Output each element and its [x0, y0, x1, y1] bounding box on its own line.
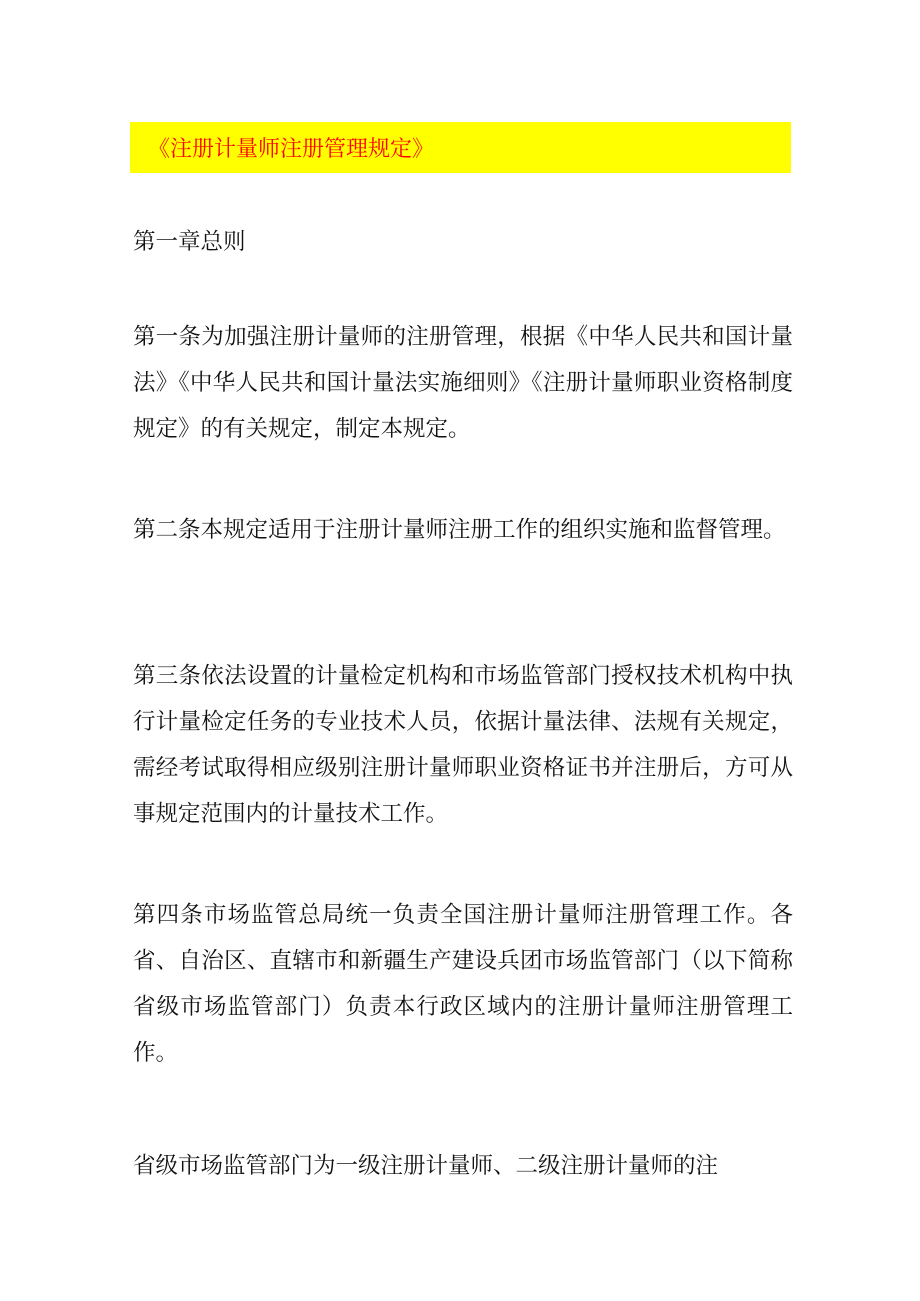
- paragraph-continued: 省级市场监管部门为一级注册计量师、二级注册计量师的注: [133, 1153, 719, 1179]
- chapter-heading: 第一章总则: [133, 229, 246, 255]
- document-title: 《注册计量师注册管理规定》: [148, 137, 435, 162]
- paragraph-article-1: 第一条为加强注册计量师的注册管理，根据《中华人民共和国计量法》《中华人民共和国计量法实施细则》《注册计量师职业资格制度规定》的有关规定，制定本规定。: [133, 324, 793, 442]
- paragraph-article-2: 第二条本规定适用于注册计量师注册工作的组织实施和监督管理。: [133, 517, 786, 543]
- paragraph-article-4: 第四条市场监管总局统一负责全国注册计量师注册管理工作。各省、自治区、直辖市和新疆生产建设兵团市场监管部门（以下简称省级市场监管部门）负责本行政区域内的注册计量师注册管理工作。: [133, 902, 793, 1066]
- paragraph-article-3: 第三条依法设置的计量检定机构和市场监管部门授权技术机构中执行计量检定任务的专业技术人员，依据计量法律、法规有关规定，需经考试取得相应级别注册计量师职业资格证书并注册后，方可从事规定范围内的计量技术工作。: [133, 663, 793, 827]
- title-highlight-bar: [130, 122, 791, 173]
